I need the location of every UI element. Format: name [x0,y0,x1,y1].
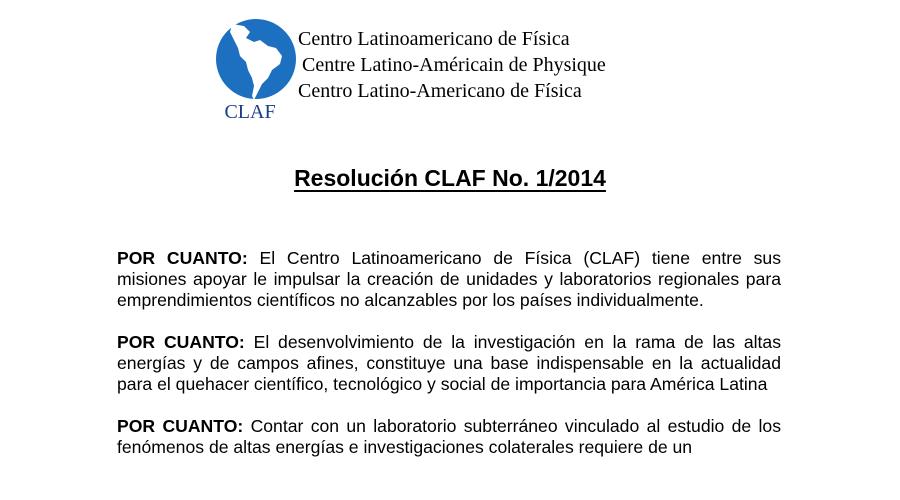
organization-names [298,26,606,104]
claf-logo [210,12,302,122]
paragraph-text: Contar con un laboratorio subterráneo vinculado al estudio de los fenómenos de altas energías e investigaciones colaterales requiere de un [117,416,782,457]
org-name-pt: Centro Latino-Americano de Física [298,80,582,102]
logo-text: CLAF [224,101,276,122]
paragraph-3 [117,416,781,458]
resolution-title-text: Resolución CLAF No. 1/2014 [294,165,606,191]
paragraph-lead: POR CUANTO: [117,248,248,268]
paragraph-lead: POR CUANTO: [117,332,245,352]
paragraph-1 [117,248,781,311]
paragraph-text: El desenvolvimiento de la investigación en la rama de las altas energías y de campos afines, constituye una base indispensable en la actualidad para el quehacer científico, tecnológico y social de importancia para América Latina [117,332,781,394]
org-name-fr: Centre Latino-Américain de Physique [302,54,606,76]
document-body [117,248,781,479]
paragraph-text: El Centro Latinoamericano de Física (CLAF) tiene entre sus misiones apoyar le impulsar la creación de unidades y laboratorios regionales para emprendimientos científicos no alcanzables por los países individualmente. [117,248,781,310]
paragraph-lead: POR CUANTO: [117,416,244,436]
letterhead [210,12,630,124]
org-name-es: Centro Latinoamericano de Física [298,28,570,50]
paragraph-2 [117,332,781,395]
resolution-title [0,165,900,192]
